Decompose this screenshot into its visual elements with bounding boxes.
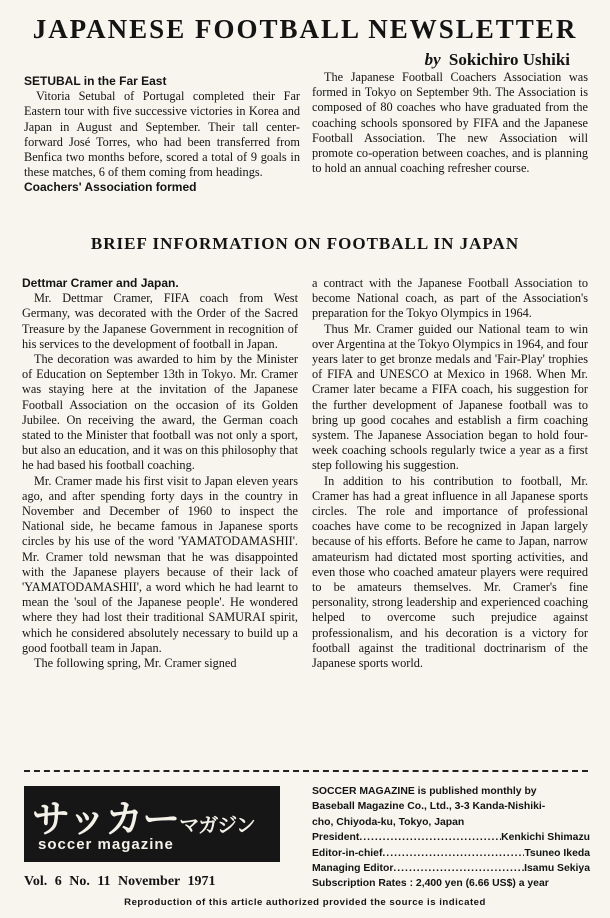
cramer-paragraph-1: Mr. Dettmar Cramer, FIFA coach from West Germany, was decorated with the Order of the Sacred Treasure by the Japanese Government in recognition of his services to the development of football in Japan. (22, 291, 298, 351)
issue-info: Vol. 6 No. 11 November 1971 (24, 874, 216, 889)
cramer-paragraph-4-continued: a contract with the Japanese Football Association to become National coach, as part of the Association's preparation for the Tokyo Olympics in 1964. (312, 276, 588, 321)
coaches-article (312, 70, 588, 176)
coaches-text: The Japanese Football Coachers Association was formed in Tokyo on September 9th. The Association is composed of 80 coaches who have graduated from the coaching schools sponsored by FIFA and the Japanese Football Association. The new Association will promote co-operation between coaches, and is planning to hold an annual coaching refresher course. (312, 70, 588, 176)
pub-line-2: Baseball Magazine Co., Ltd., 3-3 Kanda-Nishiki- (312, 801, 546, 813)
cramer-paragraph-3: Mr. Cramer made his first visit to Japan eleven years ago, and after spending forty days in the country in November and December of 1960 to inspect the National side, he became famous in Japanese sports circles by his use of the word 'YAMATODAMASHII'. Mr. Cramer told newsman that he was disappointed with the Japanese players because of their lack of 'YAMATODAMASHII', a word which he had learnt to mean the 'soul of the Japanese people'. He wondered where they had lost their traditional SAMURAI spirit, which he considered absolutely necessary to build up a good football team in Japan. (22, 473, 298, 655)
dashed-divider (24, 770, 588, 772)
logo-japanese-text (32, 788, 255, 843)
soccer-magazine-logo (24, 786, 280, 862)
setubal-article (24, 74, 300, 196)
byline (425, 50, 570, 70)
staff-managing-editor: Managing Editor ..... Isamu Sekiya (312, 861, 590, 876)
author-name: Sokichiro Ushiki (448, 50, 570, 69)
cramer-paragraph-5: Thus Mr. Cramer guided our National team to win over Argentina at the Tokyo Olympics in 1964, and four years later to get bronze medals and 'Fair-Play' trophies of FIFA and UNESCO at Mexico in 1968. When Mr. Cramer later became a FIFA coach, his suggestion for the further development of Japanese football was to bring up good cocahes and establish a firm coaching system. The Japanese Association began to hold four-week coaching schools regularly twice a year as a first step following his suggestion. (312, 321, 589, 473)
cramer-paragraph-2: The decoration was awarded to him by the Minister of Education on September 13th in Tokyo. Mr. Cramer was staying here at the invitation of the Japanese Football Association on the occasion of its Golden Jubilee. On receiving the award, the German coach stated to the Minister that football was not only a sport, but also an education, and it was on this philosophy that he had based his football coaching. (22, 352, 298, 473)
setubal-heading: SETUBAL in the Far East (24, 74, 167, 88)
staff-president: President ..... Kenkichi Shimazu (312, 830, 590, 845)
cramer-heading: Dettmar Cramer and Japan. (22, 276, 179, 290)
logo-jp-small: マガジン (179, 813, 255, 837)
cramer-article-right (312, 276, 588, 671)
coaches-heading: Coachers' Association formed (24, 180, 197, 195)
dot-leader (393, 861, 524, 876)
section-title: BRIEF INFORMATION ON FOOTBALL IN JAPAN (90, 234, 520, 253)
dot-leader (359, 830, 501, 845)
reproduction-notice: Reproduction of this article authorized provided the source is indicated (124, 897, 486, 908)
publication-info (312, 784, 590, 892)
cramer-article-left (22, 276, 298, 671)
cramer-paragraph-6: In addition to his contribution to football, Mr. Cramer has had a great influence in all Japanese sports circles. The role and importance of professional coaches have come to be recognized in Japan largely because of his efforts. Before he came to Japan, narrow amateurism had dictated most sporting activities, and even those who coached amateur players were required to be amateurs themselves. Mr. Cramer's fine personality, strong leadership and experienced coaching helped to overcome such prejudice against professionalism, and his decoration is a victory for football against the traditional doctrinarism of the Japanese sports world. (312, 473, 588, 671)
pub-line-3: cho, Chiyoda-ku, Tokyo, Japan (312, 816, 465, 828)
cramer-paragraph-4: The following spring, Mr. Cramer signed (34, 656, 237, 671)
logo-english-text: soccer magazine (38, 836, 174, 853)
byline-by: by (424, 50, 441, 69)
dot-leader (382, 846, 524, 861)
subscription-rates: Subscription Rates : 2,400 yen (6.66 US$) a year (312, 878, 549, 890)
staff-editor-in-chief: Editor-in-chief ..... Tsuneo Ikeda (312, 846, 590, 861)
logo-jp-main: サッカー (32, 797, 180, 841)
pub-line-1: SOCCER MAGAZINE is published monthly by (312, 786, 537, 797)
setubal-text: Vitoria Setubal of Portugal completed their Far Eastern tour with five successive victories in Korea and Japan in August and September. Their tall center-forward José Torres, who had been transferred from Benfica two months before, scored a total of 9 goals in these matches, 6 of them coming from headings. (24, 89, 300, 180)
newsletter-title: JAPANESE FOOTBALL NEWSLETTER (32, 14, 578, 44)
